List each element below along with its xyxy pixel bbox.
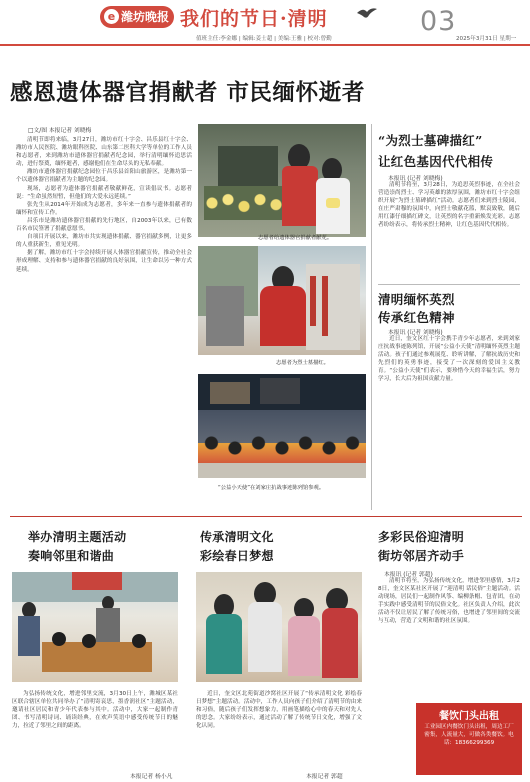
photo-flowers-caption: 志愿者给遗体器官捐献者献花。 (258, 235, 333, 241)
photo-tomb-caption: 志愿者为烈士墓描红。 (276, 360, 329, 366)
ad-text: 工业园区内餐饮门头出租，周边工厂密集，人流量大，可做各类餐饮。电话：18366299369 (424, 724, 514, 746)
swallow-icon (356, 6, 378, 20)
right-article1-headline-2: 让红色基因代代相传 (378, 154, 494, 169)
right-divider (378, 284, 520, 285)
masthead (0, 0, 530, 48)
photo-community-event (12, 572, 178, 682)
bottom2-headline-1: 传承清明文化 (200, 530, 274, 544)
right-article2-headline-1: 清明缅怀英烈 (378, 292, 455, 307)
right-article1-headline-1: “为烈士墓碑描红” (378, 133, 483, 148)
bottom1-headline-2: 奏响邻里和谐曲 (28, 549, 115, 563)
issue-date: 2025年3月31日 星期一 (456, 36, 517, 42)
logo-icon: e (104, 9, 119, 24)
bottom2-body: 近日，奎文区北苑街道沙窝社区开展了“传承清明文化 彩绘春日梦想”主题活动。活动中，工作人员向孩子们介绍了清明节的由来和习俗，随后孩子们发挥想象力，用画笔描绘心中的春天和对先人的思念。大家纷纷表示，通过活动了解了传统节日文化，增强了文化认同。 (196, 691, 362, 730)
masthead-divider (0, 44, 530, 46)
main-article-body (16, 136, 192, 508)
bottom3-byline: 本报讯 (记者 郭超) (384, 572, 433, 578)
ad-title: 餐饮门头出租 (439, 711, 499, 722)
photo-children-caption: “公益小天使”在刘家庄抗战事迹陈列馆参观。 (218, 485, 325, 491)
main-paragraph: 潍坊市遗体器官捐献纪念园位于昌乐县首阳山旅游区，是潍坊第一个以遗体器官捐献者为主题的纪念园。 (16, 169, 192, 184)
photo-flowers (198, 124, 366, 237)
section-title: 我们的节日·清明 (180, 8, 328, 30)
main-paragraph: 张先生从2014年开始成为志愿者，多年来一直参与遗体捐献者的缅怀和宣传工作。 (16, 201, 192, 216)
bottom1-byline: 本报记者 杨小凡 (130, 774, 173, 780)
paper-name: 潍坊晚报 (121, 10, 170, 24)
editor-credits: 值班主任:李金娜 | 编辑:姜士超 | 美编:王雅 | 校对:曾勤 (196, 36, 332, 42)
main-article-byline: □文/图 本报记者 刘晓梅 (28, 128, 92, 134)
main-paragraph: 清明节即将来临，3月27日，潍坊市红十字会、昌乐县红十字会、潍坊市人民医院、潍坊眼科医院、山东第二医科大学等单位的工作人员和志愿者，来到潍坊市遗体器官捐献者纪念园，举行清明缅怀追思活动，进行祭奠，缅怀逝者，感谢他们在生命尽头的无私奉献。 (16, 137, 192, 168)
photo-children-painting (196, 572, 362, 682)
bottom3-headline-1: 多彩民俗迎清明 (378, 530, 465, 544)
page-number: 03 (420, 6, 457, 37)
right-article1-byline: 本报讯 (记者 刘晓梅) (388, 176, 443, 182)
classified-ad[interactable] (416, 703, 522, 775)
main-paragraph: 自项目开展以来，潍坊市共实现遗体捐献、器官捐献多例，让更多的人重获新生，重见光明。 (16, 234, 192, 249)
right-article2-byline: 本报讯 (记者 刘晓梅) (388, 330, 443, 336)
bottom2-byline: 本报记者 郭超 (306, 774, 343, 780)
main-paragraph: 昌乐市是潍坊遗体器官捐献的先行地区，自2003年以来，已有数百名市民签署了捐献意愿书。 (16, 217, 192, 233)
right-article1-body: 清明节将至，3月28日，为追思英烈事迹，在全社会营造崇尚烈士、学习英雄的浓厚氛围，潍坊市红十字会组织开展“为烈士墓碑描红”活动。志愿者们来到烈士陵园，在庄严肃穆的氛围中，向烈士敬献花篮，默哀致敬，随后用红漆仔细描红碑文，让英烈的名字重新焕发光彩。志愿者纷纷表示，将传承烈士精神，让红色基因代代相传。 (378, 182, 520, 229)
right-article2-body: 近日，奎文区红十字会携手青少年志愿者，来到刘家庄抗战事迹陈列馆，开展“公益小天使”清明缅怀英烈主题活动。孩子们通过参观展览、聆听讲解，了解抗战历史和先烈们的英勇事迹，接受了一次深刻的爱国主义教育。“公益小天使”们表示，要珍惜今天的幸福生活，努力学习，长大后为祖国贡献力量。 (378, 336, 520, 383)
main-headline: 感恩遗体器官捐献者 市民缅怀逝者 (10, 80, 365, 106)
bottom3-headline-2: 街坊邻居齐动手 (378, 549, 465, 563)
column-divider (371, 124, 372, 510)
right-article2-headline-2: 传承红色精神 (378, 310, 455, 325)
section-divider (10, 516, 522, 517)
bottom3-body: 清明节将至，为弘扬传统文化，增进邻里感情，3月28日，奎文区某社区开展了“迎清明 话民俗”主题活动。活动现场，居民们一起制作风筝、编柳条帽、包青团，在动手实践中感受清明节的民俗文化。社区负责人介绍，此次活动不仅让居民了解了传统习俗，也增进了邻里间的交流与互动，营造了文明和谐的社区氛围。 (378, 578, 520, 625)
bottom2-headline-2: 彩绘春日梦想 (200, 549, 274, 563)
main-paragraph: 现场，志愿者为遗体器官捐献者敬献鲜花，宣读倡议书。志愿者说：“生命虽然短暂，但他们的大爱永远延续。” (16, 185, 192, 200)
photo-tomb-painting (198, 246, 366, 355)
main-paragraph: 据了解，潍坊市红十字会持续开展人体器官捐献宣传，推动全社会形成理解、支持和参与遗体器官捐献的良好氛围，让生命以另一种方式延续。 (16, 250, 192, 273)
bottom1-body: 为弘扬传统文化，增进邻里交流，3月30日上午，潍城区某社区联合辖区单位共同举办了“清明寄哀思，墨香润社区”主题活动，邀请社区居民和青少年代表参与其中。活动中，大家一起制作青团、书写清明诗词、诵读经典，在欢声笑语中感受传统节日的魅力，拉近了邻里之间的距离。 (12, 691, 178, 730)
bottom1-headline-1: 举办清明主题活动 (28, 530, 127, 544)
photo-children-exhibition (198, 374, 366, 478)
